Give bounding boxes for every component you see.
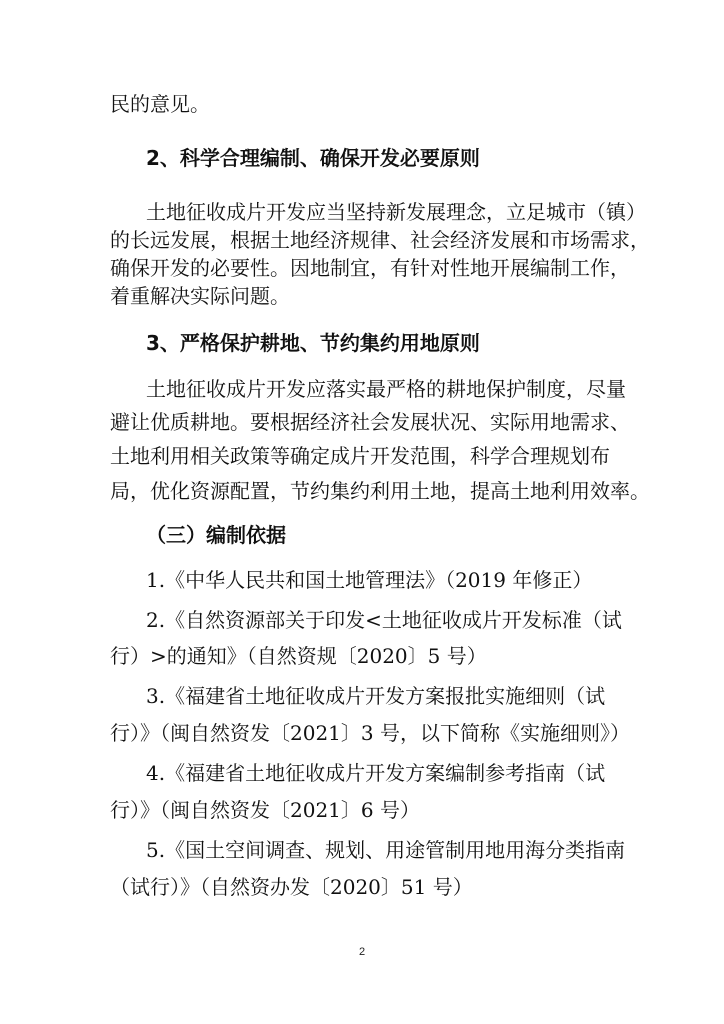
reference-item: 4.《福建省土地征收成片开发方案编制参考指南（试 [146,761,606,785]
paragraph-line: 着重解决实际问题。 [110,284,290,308]
paragraph-line: 的长远发展，根据土地经济规律、社会经济发展和市场需求， [110,228,650,252]
section-heading-3: 3、严格保护耕地、节约集约用地原则 [146,331,480,355]
subsection-heading: （三）编制依据 [146,523,286,547]
paragraph-line: 土地利用相关政策等确定成片开发范围，科学合理规划布 [110,444,610,468]
reference-item-continued: 行）》（闽自然资发〔2021〕6 号） [110,798,420,822]
reference-item: 1.《中华人民共和国土地管理法》（2019 年修正） [146,568,593,592]
paragraph-line: 土地征收成片开发应当坚持新发展理念，立足城市（镇） [146,200,646,224]
section-heading-2: 2、科学合理编制、确保开发必要原则 [146,146,480,170]
page-number: 2 [358,946,366,958]
paragraph-line: 民的意见。 [110,92,210,116]
paragraph-line: 避让优质耕地。要根据经济社会发展状况、实际用地需求、 [110,410,630,434]
paragraph-line: 确保开发的必要性。因地制宜，有针对性地开展编制工作， [110,256,630,280]
reference-item-continued: 行）》（闽自然资发〔2021〕3 号，以下简称《实施细则》） [110,721,630,745]
reference-item-continued: （试行）》（自然资办发〔2020〕51 号） [110,875,473,899]
reference-item: 2.《自然资源部关于印发<土地征收成片开发标准（试 [146,608,622,632]
reference-item: 5.《国土空间调查、规划、用途管制用地用海分类指南 [146,838,626,862]
reference-item: 3.《福建省土地征收成片开发方案报批实施细则（试 [146,684,606,708]
reference-item-continued: 行）>的通知》（自然资规〔2020〕5 号） [110,644,487,668]
paragraph-line: 局，优化资源配置，节约集约利用土地，提高土地利用效率。 [110,479,650,503]
paragraph-line: 土地征收成片开发应落实最严格的耕地保护制度，尽量 [146,377,626,401]
